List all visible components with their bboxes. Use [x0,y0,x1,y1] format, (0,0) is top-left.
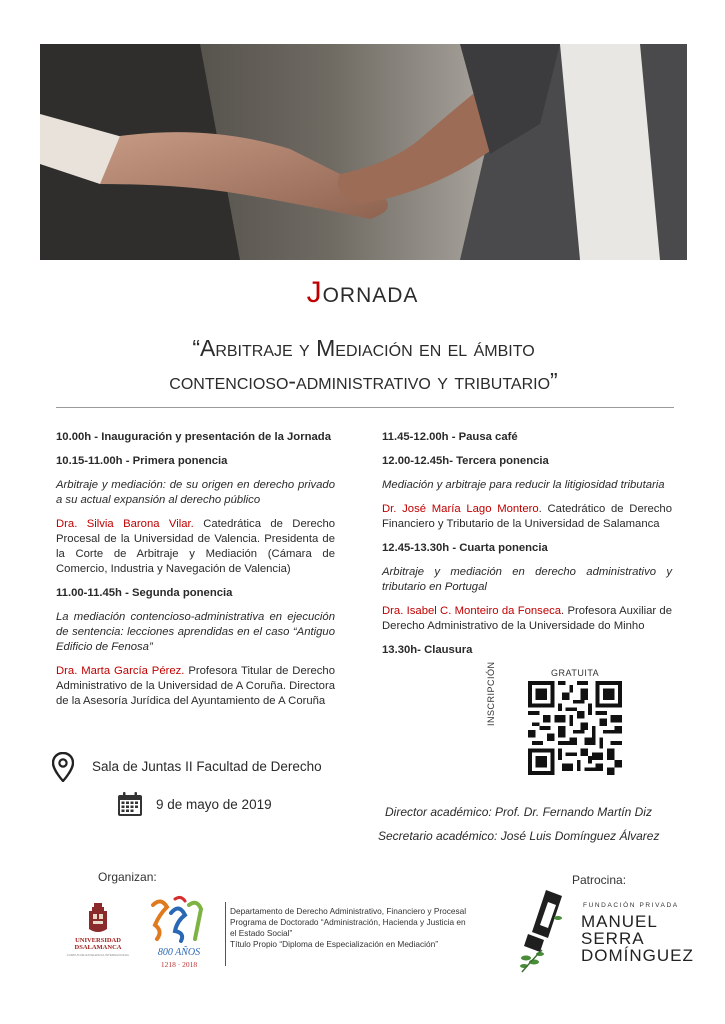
qr-top-label: GRATUITA [551,668,600,678]
usal-tagline: CAMPUS DE EXCELENCIA INTERNACIONAL [66,953,130,957]
talk-topic: La mediación contencioso-administrativa en ejecución de sentencia: lecciones aprendidas en el caso “Antiguo Edificio de Fenosa” [56,611,335,653]
subtitle-line-1: “Arbitraje y Mediación en el ámbito [192,335,535,361]
venue-text: Sala de Juntas II Facultad de Derecho [92,759,322,774]
usal-800-anos-logo [145,895,213,971]
usal800-years: 1218 · 2018 [160,960,198,969]
speaker-name: Dra. Isabel C. Monteiro da Fonseca [382,605,562,617]
talk-topic: Arbitraje y mediación: de su origen en derecho privado a su actual expansión al derecho público [56,479,335,506]
hero-handshake-photo [40,44,687,260]
fmsd-line-3: DOMÍNGUEZ [581,946,694,965]
fmsd-name [581,913,694,964]
usal-name-line-1: UNIVERSIDAD [75,937,121,944]
fmsd-logo-icon [518,888,568,974]
fmsd-subtitle: FUNDACIÓN PRIVADA [583,902,679,909]
divider [56,407,674,408]
organizer-item: Título Propio “Diploma de Especialización en Mediación” [230,939,438,949]
organizers-list [230,906,470,950]
qr-side-label: INSCRIPCIÓN [486,661,496,726]
program-slot: 10.15-11.00h - Primera ponencia [56,455,228,467]
academic-secretary: Secretario académico: José Luis Domínguez Álvarez [378,829,660,843]
speaker-name: Dr. José María Lago Montero [382,503,539,515]
fmsd-line-1: MANUEL [581,912,658,931]
speaker-bio: Dr. José María Lago Montero. Catedrático de Derecho Financiero y Tributario de la Universidad de Salamanca [382,503,673,530]
footer-divider [225,902,226,966]
usal-name-line-2: DSALAMANCA [74,944,122,951]
speaker-name: Dra. Silvia Barona Vilar. [56,518,194,530]
program-right-column [382,430,672,667]
event-date: 9 de mayo de 2019 [156,797,272,812]
talk-topic: Mediación y arbitraje para reducir la litigiosidad tributaria [382,479,665,491]
program-slot: 13.30h- Clausura [382,644,473,656]
page-subtitle [40,332,687,398]
calendar-icon [117,791,143,817]
program-slot: 11.00-11.45h - Segunda ponencia [56,587,233,599]
location-pin-icon [52,752,74,782]
program-left-column [56,430,335,718]
fmsd-line-2: SERRA [581,929,645,948]
talk-topic: Arbitraje y mediación en derecho administrativo y tributario en Portugal [382,566,672,593]
speaker-bio: Dra. Isabel C. Monteiro da Fonseca. Profesora Auxiliar de Derecho Administrativo de la Universidade do Minho [382,605,672,632]
speaker-name: Dra. Marta García Pérez. [56,665,185,677]
organizer-item: Programa de Doctorado “Administración, Hacienda y Justicia en el Estado Social” [230,917,466,938]
sponsor-heading: Patrocina: [572,873,627,887]
speaker-bio: Dra. Marta García Pérez. Profesora Titular de Derecho Administrativo de la Universidad de A Coruña. Directora de la Asesoría Jurídica del Ayuntamiento de A Coruña [56,665,335,707]
organizer-item: Departamento de Derecho Administrativo, Financiero y Procesal [230,906,467,916]
registration-qr-code[interactable] [528,681,622,775]
program-slot: 12.45-13.30h - Cuarta ponencia [382,542,548,554]
subtitle-line-2: contencioso-administrativo y tributario” [169,368,558,394]
program-slot: 10.00h - Inauguración y presentación de la Jornada [56,431,331,443]
program-slot: 11.45-12.00h - Pausa café [382,431,518,443]
usal-logo [64,903,132,963]
speaker-bio: Dra. Silvia Barona Vilar. Catedrática de Derecho Procesal de la Universidad de Valencia. Presidenta de la Corte de Arbitraje y Mediación (Cámara de Comercio, Industria y Navegación de Valencia) [56,518,336,575]
organizers-heading: Organizan: [98,870,157,884]
usal800-text: 800 AÑOS [157,947,201,958]
academic-director: Director académico: Prof. Dr. Fernando Martín Diz [385,805,652,819]
page-title: Jornada [306,276,419,309]
program-slot: 12.00-12.45h- Tercera ponencia [382,455,549,467]
